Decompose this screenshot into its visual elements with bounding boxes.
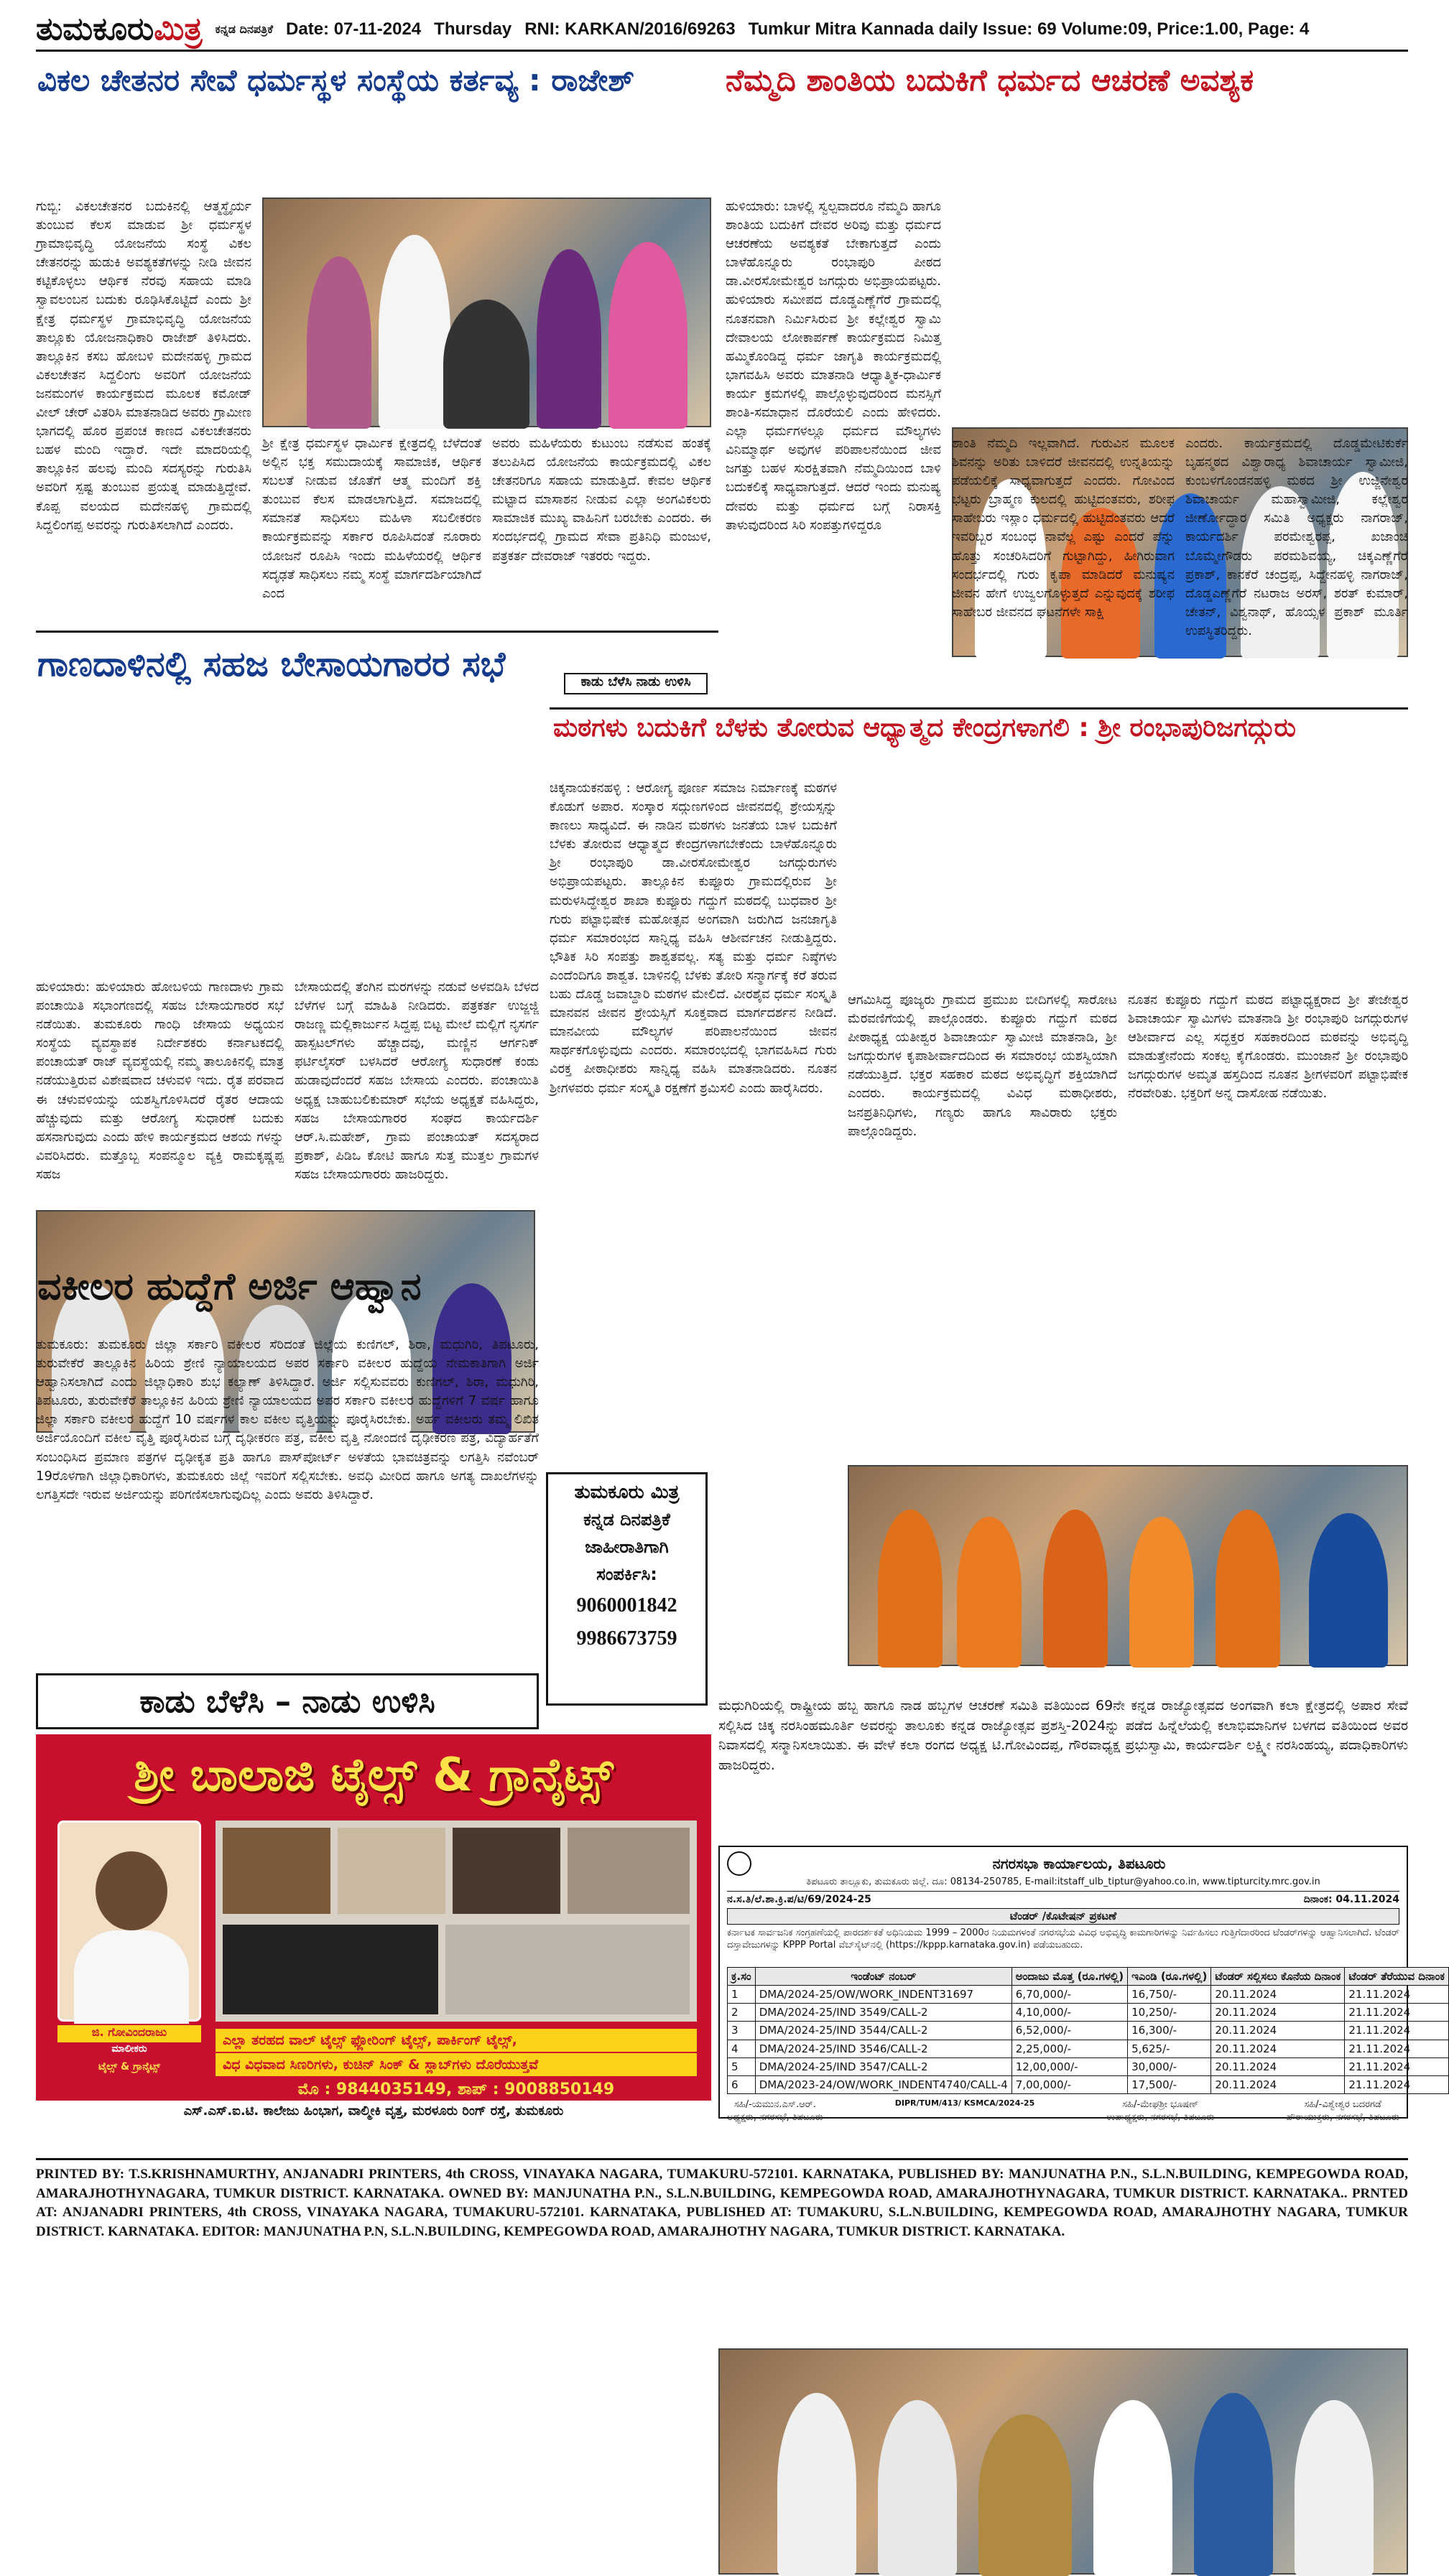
cell: 5 (728, 2057, 756, 2075)
signature-block (727, 2098, 823, 2124)
cell: 16,750/- (1128, 1985, 1211, 2003)
felicitation-photo (718, 2348, 1408, 2575)
table-row (728, 2076, 1449, 2094)
col-header: ಕ್ರ.ಸಂ (728, 1967, 756, 1985)
masthead (36, 9, 1408, 52)
contact-paper-name: ತುಮಕೂರು ಮಿತ್ರ (574, 1482, 680, 1503)
col-header: ಇಂಡೆಂಟ್ ನಂಬರ್ (755, 1967, 1011, 1985)
emblem-icon (727, 1851, 751, 1876)
table-row (728, 1985, 1449, 2003)
signature-role: ಪೌರಾಯುಕ್ತರು, ನಗರಸಭೆ, ತಿಪಟೂರು (1286, 2111, 1399, 2123)
cell: 20.11.2024 (1211, 2076, 1345, 2094)
signature-role: ಉಪಾಧ್ಯಕ್ಷರು, ನಗರಸಭೆ, ತಿಪಟೂರು (1106, 2111, 1215, 2123)
article1-body-col1: ಗುಬ್ಬಿ: ವಿಕಲಚೇತನರ ಬದುಕಿನಲ್ಲಿ ಆತ್ಮಸ್ಥೈರ್ಯ ತುಂಬುವ ಕೆಲಸ ಮಾಡುವ ಶ್ರೀ ಧರ್ಮಸ್ಥಳ ಗ್ರಾಮಾಭಿವೃದ್ಧಿ ಯೋಜನೆಯ ಸಂಸ್ಥೆ ವಿಕಲ ಚೇತನರನ್ನು ಹುಡುಕಿ ಅವಶ್ಯಕತೆಗಳನ್ನು ನೀಡಿ ಜೀವನ ಕಟ್ಟಿಕೊಳ್ಳಲು ಆರ್ಥಿಕ ನೆರವು ಸಹಾಯ ಮಾಡಿ ಸ್ವಾವಲಂಬನ ಬದುಕು ರೂಢಿಸಿಕೊಟ್ಟಿದೆ ಎಂದು ಶ್ರೀ ಕ್ಷೇತ್ರ ಧರ್ಮಸ್ಥಳ ಗ್ರಾಮಾಭಿವೃದ್ಧಿ ಯೋಜನೆಯ ತಾಲ್ಲೂಕು ಯೋಜನಾಧಿಕಾರಿ ರಾಜೇಶ್ ತಿಳಿಸಿದರು. ತಾಲ್ಲೂಕಿನ ಕಸಬ ಹೋಬಳಿ ಮದೇನಹಳ್ಳಿ ಗ್ರಾಮದ ವಿಕಲಚೇತನ ಸಿದ್ದಲಿಂಗು ಅವರಿಗೆ ಯೋಜನೆಯ ಜನಮಂಗಳ ಕಾರ್ಯಕ್ರಮದ ಮೂಲಕ ಕಮೋಡ್ ವೀಲ್ ಚೇರ್ ವಿತರಿಸಿ ಮಾತನಾಡಿದ ಅವರು ಗ್ರಾಮೀಣ ಭಾಗದಲ್ಲಿ ಹೊರ ಪ್ರಪಂಚ ಕಾಣದ ವಿಕಲಚೇತನರು ಬಹಳ ಮಂದಿ ಇದ್ದಾರೆ. ಇದೇ ಮಾದರಿಯಲ್ಲಿ ತಾಲ್ಲೂಕಿನ ಹಲವು ಮಂದಿ ಸದಸ್ಯರನ್ನು ಗುರುತಿಸಿ ಅವರಿಗೆ ಸ್ಪಷ್ಟ ತುಂಬುವ ಪ್ರಯತ್ನ ಮಾಡುತ್ತಿದ್ದೇವೆ. ಕೊಪ್ಪ ವಲಯದ ಮದೇನಹಳ್ಳಿ ಗ್ರಾಮದಲ್ಲಿ ಸಿದ್ದಲಿಂಗಪ್ಪ ಅವರನ್ನು ಗುರುತಿಸಲಾಗಿದೆ ಎಂದರು. (36, 199, 251, 533)
divider (36, 631, 718, 633)
advert-contact-box (546, 1472, 708, 1706)
article1-body-col3: ಅವರು ಮಹಿಳೆಯರು ಕುಟುಂಬ ನಡೆಸುವ ಹಂತಕ್ಕೆ ತಲುಪಿಸಿದ ಯೋಜನೆಯ ಕಾರ್ಯಕ್ರಮದಲ್ಲಿ ವಿಕಲ ಚೇತನರಿಗೂ ಸಹಾಯ ಮಾಡುತ್ತಿದೆ. ಕೇವಲ ಆರ್ಥಿಕ ಮಟ್ಟಾದ ಮಾಸಾಶನ ನೀಡುವ ಎಲ್ಲಾ ಅಂಗವಿಕಲರು ಸಾಮಾಜಿಕ ಮುಖ್ಯ ವಾಹಿನಿಗೆ ಬರಬೇಕು ಎಂದರು. ಈ ಸಂದರ್ಭದಲ್ಲಿ ಗ್ರಾಮದ ಸೇವಾ ಪ್ರತಿನಿಧಿ ಮಂಜುಳ, ಪತ್ರಕರ್ತ ದೇವರಾಜ್ ಇತರರು ಇದ್ದರು. (492, 436, 711, 564)
tender-date: ದಿನಾಂಕ: 04.11.2024 (1303, 1893, 1399, 1905)
imprint-footer: PRINTED BY: T.S.KRISHNAMURTHY, ANJANADRI PRINTERS, 4th CROSS, VINAYAKA NAGARA, TUMAKURU-572101. KARNATAKA, PUBLISHED BY: MANJUNATHA P.N., S.L.N.BUILDING, KEMPEGOWDA ROAD, AMARAJHOTHYNAGARA, TUMKUR DISTRICT. KARNATAKA. OWNED BY: MANJUNATHA P.N., S.L.N.BUILDING, KEMPEGOWDA ROAD, AMARAJHOTHYNAGARA, TUMKUR DISTRICT. KARNATAKA.. PRNTED AT: ANJANADRI PRINTERS, 4th CROSS, VINAYAKA NAGARA, TUMAKURU-572101. KARNATAKA, PUBLISHED AT: TUMAKURU, S.L.N.BUILDING, KEMPEGOWDA ROAD, AMARAJHOTHY NAGARA, TUMKUR DISTRICT. KARNATAKA. EDITOR: MANJUNATHA P.N, S.L.N.BUILDING, KEMPEGOWDA ROAD, AMARAJHOTHY NAGARA, TUMKUR DISTRICT. KARNATAKA. (36, 2167, 1408, 2239)
article2-body-col2: ಶಾಂತಿ ನೆಮ್ಮದಿ ಇಲ್ಲವಾಗಿದೆ. ಗುರುವಿನ ಮೂಲಕ ಶಿವನನ್ನು ಅರಿತು ಬಾಳಿದರೆ ಜೀವನದಲ್ಲಿ ಉನ್ನತಿಯನ್ನು ಪಡೆಯಲಿಕ್ಕೆ ಸಾಧ್ಯವಾಗುತ್ತದೆ ಎಂದರು. ಗೋವಿಂದ ಭಟ್ಟರು ಬ್ರಾಹ್ಮಣ ಕುಲದಲ್ಲಿ ಹುಟ್ಟಿದಂತವರು, ಶರೀಫ ಸಾಹೇಬರು ಇಸ್ಲಾಂ ಧರ್ಮದಲ್ಲಿ ಹುಟ್ಟಿದಂತವರು ಆದರೆ ಇವರಿಬ್ಬರ ಸಂಬಂಧ ನಾವೆಲ್ಲ ಎಷ್ಟು ಎಂದರೆ ಪೆನ್ನು ಹೊತ್ತು ಸಂಚರಿಸಿದರಿಗೆ ಗುಟ್ಟಾಗಿದ್ದು, ಹೀಗಿರುವಾಗ ಸಂದರ್ಭದಲ್ಲಿ ಗುರು ಕೃಪಾ ಮಾಡಿದರೆ ಮನುಷ್ಯನ ಜೀವನ ಹೇಗೆ ಉಜ್ವಲಗೊಳ್ಳುತ್ತದೆ ಎನ್ನುವುದಕ್ಕೆ ಶರೀಫ ಸಾಹೇಬರ ಜೀವನದ ಘಟನೆಗಳೇ ಸಾಕ್ಷಿ (952, 436, 1175, 620)
tender-notice-body: ಕರ್ನಾಟಕ ಸಾರ್ವಜನಿಕ ಸಂಗ್ರಹಣೆಯಲ್ಲಿ ಪಾರದರ್ಶಕತೆ ಅಧಿನಿಯಮ 1999 – 2000ರ ನಿಯಮಗಳಂತೆ ನಗರಸಭೆಯ ವಿವಿಧ ಅಭಿವೃದ್ಧಿ ಕಾಮಗಾರಿಗಳನ್ನು ನಿರ್ವಹಿಸಲು ಗುತ್ತಿಗೆದಾರರಿಂದ ಟೆಂಡರ್‌ಗಳನ್ನು ಆಹ್ವಾನಿಸಲಾಗಿದೆ. ಟೆಂಡರ್ ದಸ್ತಾವೇಜುಗಳನ್ನು KPPP Portal ವೆಬ್‌ಸೈಟ್‌ನಲ್ಲಿ (https://kppp.karnataka.gov.in) ಪಡೆಯಬಹುದು. (727, 1927, 1399, 1951)
cell: 4,10,000/- (1011, 2004, 1127, 2022)
tender-reference: ನ.ಸ.ತಿ/ಲೆ.ಶಾ.ಕ್ರಿ.ಪ/ಟಿ/69/2024-25 (727, 1893, 871, 1905)
cell: 2 (728, 2004, 756, 2022)
cell: 20.11.2024 (1211, 2040, 1345, 2057)
divider (550, 707, 1408, 710)
cell: DMA/2024-25/OW/WORK_INDENT31697 (755, 1985, 1011, 2003)
cell: 1 (728, 1985, 756, 2003)
divider (36, 2158, 1408, 2160)
contact-for-ads: ಜಾಹೀರಾತಿಗಾಗಿ (585, 1537, 669, 1557)
col-header: ಟೆಂಡರ್ ತೆರೆಯುವ ದಿನಾಂಕ (1345, 1967, 1449, 1985)
cell: 21.11.2024 (1345, 2004, 1449, 2022)
slogan-tag: ಕಾಡು ಬೆಳೆಸಿ ನಾಡು ಉಳಿಸಿ (564, 673, 708, 694)
cell: 4 (728, 2040, 756, 2057)
article5-photo-swamijis (848, 1465, 1408, 1666)
article5-body-col2: ಆಗಮಿಸಿದ್ದ ಪೂಜ್ಯರು ಗ್ರಾಮದ ಪ್ರಮುಖ ಬೀದಿಗಳಲ್ಲಿ ಸಾರೋಟ ಮೆರವಣಿಗೆಯಲ್ಲಿ ಪಾಲ್ಗೊಂಡರು. ಕುಪ್ಪೂರು ಗದ್ದುಗೆ ಮಠದ ಪೀಠಾಧ್ಯಕ್ಷ ಯತೀಶ್ವರ ಶಿವಾಚಾರ್ಯ ಸ್ವಾಮೀಜಿ ಮಾತನಾಡಿ, ಶ್ರೀ ಜಗದ್ಗುರುಗಳ ಕೃಪಾಶೀರ್ವಾದದಿಂದ ಈ ಸಮಾರಂಭ ಯಶಸ್ವಿಯಾಗಿ ನಡೆಯುತ್ತಿದೆ. ಭಕ್ತರ ಸಹಕಾರ ಮಠದ ಅಭಿವೃದ್ಧಿಗೆ ಶಕ್ತಿಯಾಗಿದೆ ಎಂದರು. ಕಾರ್ಯಕ್ರಮದಲ್ಲಿ ವಿವಿಧ ಮಠಾಧೀಶರು, ಜನಪ್ರತಿನಿಧಿಗಳು, ಗಣ್ಯರು ಹಾಗೂ ಸಾವಿರಾರು ಭಕ್ತರು ಪಾಲ್ಗೊಂಡಿದ್ದರು. (848, 992, 1117, 1139)
tender-table-header (728, 1967, 1449, 1985)
rni-number: RNI: KARKAN/2016/69263 (524, 19, 736, 39)
cell: 12,00,000/- (1011, 2057, 1127, 2075)
tender-table (727, 1967, 1449, 2095)
ad-products-line2: ವಿಧ ವಿಧವಾದ ಸಿಣರಿಗಳು, ಕುಚಿನ್ ಸಿಂಕ್ & ಸ್ಲಾಬ್‌ಗಳು ದೊರೆಯುತ್ತವೆ (216, 2053, 697, 2076)
owner-photo (57, 1821, 201, 2022)
ad-phone: ಮೊ : 9844035149, ಶಾಪ್ : 9008850149 (297, 2080, 615, 2098)
cell: 6 (728, 2076, 756, 2094)
cell: 21.11.2024 (1345, 2076, 1449, 2094)
cell: 10,250/- (1128, 2004, 1211, 2022)
article3-body-col2: ಬೇಸಾಯದಲ್ಲಿ ತೆಂಗಿನ ಮರಗಳನ್ನು ನಡುವೆ ಅಳವಡಿಸಿ ಬೆಳದ ಬೆಳೆಗಳ ಬಗ್ಗೆ ಮಾಹಿತಿ ನೀಡಿದರು. ಪತ್ರಕರ್ತ ಉಜ್ಜಜ್ಜಿ ರಾಜಣ್ಣ ಮಲ್ಲಿಕಾರ್ಜುನ ಸಿದ್ದಪ್ಪ ಬಿಟ್ಟ ಮೇಲೆ ಮಲ್ಲಿಗೆ ನೃಸರ್ಗ ಹಾಸ್ಪಟಲ್‌ಗಳು ಹೆಚ್ಚಾದವು, ಮಣ್ಣಿನ ಆರ್ಗನಿಕ್ ಫರ್ಟಿಲೈಸರ್ ಬಳಸಿದರೆ ಆರೋಗ್ಯ ಸುಧಾರಣೆ ಕಂಡು ಹುಡಾವುದೆಂದರೆ ಸಹಜ ಬೇಸಾಯ ಎಂದರು. ಪಂಚಾಯಿತಿ ಅಧ್ಯಕ್ಷ ಬಾಹುಬಲಿಕುಮಾರ್ ಸಭೆಯ ಅಧ್ಯಕ್ಷತೆ ವಹಿಸಿದ್ದರು, ಸಹಜ ಬೇಸಾಯಗಾರರ ಸಂಘದ ಕಾರ್ಯದರ್ಶಿ ಆರ್.ಸಿ.ಮಹೇಶ್, ಗ್ರಾಮ ಪಂಚಾಯತ್ ಸದಸ್ಯರಾದ ಪ್ರಕಾಶ್, ಪಿಡಿಒ ಕೋಟಿ ಹಾಗೂ ಸುತ್ತ ಮುತ್ತಲ ಗ್ರಾಮಗಳ ಸಹಜ ಬೇಸಾಯಗಾರರು ಹಾಜರಿದ್ದರು. (295, 980, 539, 1182)
article1-headline: ವಿಕಲ ಚೇತನರ ಸೇವೆ ಧರ್ಮಸ್ಥಳ ಸಂಸ್ಥೆಯ ಕರ್ತವ್ಯ : ರಾಜೇಶ್ (37, 62, 635, 98)
ad-address: ಎಸ್.ಎಸ್.ಐ.ಟಿ. ಕಾಲೇಜು ಹಿಂಭಾಗ, ವಾಲ್ಮೀಕಿ ವೃತ್ತ, ಮರಳೂರು ರಿಂಗ್ ರಸ್ತೆ, ತುಮಕೂರು (36, 2101, 711, 2122)
issue-day: Thursday (434, 19, 512, 39)
shop-tag: ಟೈಲ್ಸ್ & ಗ್ರಾನೈಟ್ಸ್ (98, 2061, 161, 2073)
cell: 21.11.2024 (1345, 2057, 1449, 2075)
tender-notice (718, 1846, 1445, 2123)
cell: 30,000/- (1128, 2057, 1211, 2075)
paper-info: Tumkur Mitra Kannada daily Issue: 69 Volume:09, Price:1.00, Page: 4 (748, 19, 1310, 39)
contact-phone-2: 9986673759 (576, 1627, 677, 1650)
tender-contact: ತಿಪಟೂರು ತಾಲ್ಲೂಕು, ತುಮಕೂರು ಜಿಲ್ಲೆ. ದೂ: 08134-250785, E-mail:itstaff_ulb_tiptur@yahoo.co.in, www.tipturcity.mrc.gov.in (806, 1877, 1320, 1887)
article4-headline: ವಕೀಲರ ಹುದ್ದೆಗೆ ಅರ್ಜಿ ಆಹ್ವಾನ (37, 1265, 422, 1308)
article2-body-col3: ಎಂದರು. ಕಾರ್ಯಕ್ರಮದಲ್ಲಿ ದೊಡ್ಡಮೇಟಿಕುರ್ಕೆ ಬೃಹನ್ಮಠದ ವಿಶ್ವಾರಾಧ್ಯ ಶಿವಾಚಾರ್ಯ ಸ್ವಾಮೀಜಿ, ಕುಂಬಳಗೊಂಡನಹಳ್ಳಿ ಮಠದ ಶ್ರೀ ಉಜ್ಜಿನೇಶ್ವರ ಶಿವಾಚಾರ್ಯ ಮಹಾಸ್ವಾಮೀಜಿ, ಕಲ್ಲೇಶ್ವರ ಜೀರ್ಣೋದ್ಧಾರ ಸಮಿತಿ ಅಧ್ಯಕ್ಷರು ನಾಗರಾಜ್, ಕಾರ್ಯದರ್ಶಿ ಪರಮೇಶ್ವರಪ್ಪ, ಖಜಾಂಚಿ ಬೊಮ್ಮೇಗೌಡರು ಪರಮಶಿವಯ್ಯ, ಚಿಕ್ಕಎಣ್ಣೆಗೆರೆ ಪ್ರಕಾಶ್, ಕಾನಕೆರೆ ಚಂದ್ರಪ್ಪ, ಸಿದ್ದೇನಹಳ್ಳಿ ನಾಗರಾಜ್, ದೊಡ್ಡಎಣ್ಣೆಗೆರೆ ನಟರಾಜ ಅರಸ್, ಶರತ್ ಕುಮಾರ್, ಚೇತನ್, ವಿಶ್ವನಾಥ್, ಹೊಯ್ಸಳ ಪ್ರಕಾಶ್ ಮೂರ್ತಿ ಉಪಸ್ಥಿತರಿದ್ದರು. (1185, 436, 1408, 638)
contact-phone-1: 9060001842 (576, 1594, 677, 1617)
col-header: ಇಎಂಡಿ (ರೂ.ಗಳಲ್ಲಿ) (1128, 1967, 1211, 1985)
cell: DMA/2024-25/IND 3544/CALL-2 (755, 2022, 1011, 2040)
cell: 6,70,000/- (1011, 1985, 1127, 2003)
article3-headline: ಗಾಣದಾಳಿನಲ್ಲಿ ಸಹಜ ಬೇಸಾಯಗಾರರ ಸಭೆ (37, 644, 506, 684)
cell: 3 (728, 2022, 756, 2040)
contact-label: ಸಂಪರ್ಕಿಸಿ: (596, 1564, 657, 1584)
owner-name: ಜಿ. ಗೋವಿಂದರಾಜು (57, 2025, 201, 2042)
cell: 20.11.2024 (1211, 1985, 1345, 2003)
signature-block (1286, 2098, 1399, 2124)
tagline: ಕನ್ನಡ ದಿನಪತ್ರಿಕೆ (215, 22, 274, 36)
ad-products-line1: ಎಲ್ಲಾ ತರಹದ ವಾಲ್ ಟೈಲ್ಸ್ ಫ್ಲೋರಿಂಗ್ ಟೈಲ್ಸ್, ಪಾರ್ಕಿಂಗ್ ಟೈಲ್ಸ್, (216, 2029, 697, 2052)
signature-name: ಸಹಿ/-ಯಮುನ.ಎಸ್.ಆರ್. (733, 2099, 816, 2111)
col-header: ಅಂದಾಜು ಮೊತ್ತ (ರೂ.ಗಳಲ್ಲಿ) (1011, 1967, 1127, 1985)
advertisement-balaji-tiles (36, 1734, 711, 2122)
cell: 6,52,000/- (1011, 2022, 1127, 2040)
cell: 7,00,000/- (1011, 2076, 1127, 2094)
issue-date: Date: 07-11-2024 (286, 19, 422, 39)
signature-name: ಸಹಿ/-ಮೇಘಶ್ರೀ ಭೂಷಣ್ (1122, 2099, 1199, 2111)
cell: DMA/2024-25/IND 3547/CALL-2 (755, 2057, 1011, 2075)
article5-headline: ಮಠಗಳು ಬದುಕಿಗೆ ಬೆಳಕು ತೋರುವ ಆಧ್ಯಾತ್ಮದ ಕೇಂದ್ರಗಳಾಗಲಿ : ಶ್ರೀ ರಂಭಾಪುರಿಜಗದ್ಗುರು (553, 713, 1296, 743)
cell: 21.11.2024 (1345, 2040, 1449, 2057)
dipr-code: DIPR/TUM/413/ KSMCA/2024-25 (894, 2098, 1035, 2108)
cell: DMA/2024-25/IND 3546/CALL-2 (755, 2040, 1011, 2057)
cell: 2,25,000/- (1011, 2040, 1127, 2057)
owner-role: ಮಾಲೀಕರು (111, 2043, 147, 2055)
article2-body-col1: ಹುಳಿಯಾರು: ಬಾಳಲ್ಲಿ ಸ್ವಲ್ಪವಾದರೂ ನೆಮ್ಮದಿ ಹಾಗೂ ಶಾಂತಿಯ ಬದುಕಿಗೆ ದೇವರ ಅರಿವು ಮತ್ತು ಧರ್ಮದ ಆಚರಣೆಯ ಅವಶ್ಯಕತೆ ಬೇಕಾಗುತ್ತದೆ ಎಂದು ಬಾಳೆಹೊನ್ನೂರು ರಂಭಾಪುರಿ ಪೀಠದ ಡಾ.ವೀರಸೋಮೇಶ್ವರ ಜಗದ್ಗುರು ಅಭಿಪ್ರಾಯಪಟ್ಟರು. ಹುಳಿಯಾರು ಸಮೀಪದ ದೊಡ್ಡಎಣ್ಣೆಗೆರೆ ಗ್ರಾಮದಲ್ಲಿ ನೂತನವಾಗಿ ನಿರ್ಮಿಸಿರುವ ಶ್ರೀ ಕಲ್ಲೇಶ್ವರ ಸ್ವಾಮಿ ದೇವಾಲಯ ಲೋಕಾರ್ಪಣೆ ಕಾರ್ಯಕ್ರಮದ ನಿಮಿತ್ತ ಹಮ್ಮಿಕೊಂಡಿದ್ದ ಧರ್ಮ ಜಾಗೃತಿ ಕಾರ್ಯಕ್ರಮದಲ್ಲಿ ಭಾಗವಹಿಸಿ ಅವರು ಮಾತನಾಡಿ ಆಧ್ಯಾತ್ಮಿಕ-ಧಾರ್ಮಿಕ ಕಾರ್ಯ ಕ್ರಮಗಳಲ್ಲಿ ಪಾಲ್ಗೊಳ್ಳುವುದರಿಂದ ಮನಸ್ಸಿಗೆ ಶಾಂತಿ-ಸಮಾಧಾನ ದೊರೆಯಲಿ ಎಂದು ಹೇಳಿದರು. ಎಲ್ಲಾ ಧರ್ಮಗಳಲ್ಲೂ ಧರ್ಮದ ಮೌಲ್ಯಗಳು ವಿನಿಮ್ಮಾರ್ಥ ಅವುಗಳ ಪರಿಪಾಲನೆಯಿಂದ ಜೀವ ಜಗತ್ತು ಬಹಳ ಸುರಕ್ಷಿತವಾಗಿ ನೆಮ್ಮದಿಯಿಂದ ಬಾಳಿ ಬದುಕಲಿಕ್ಕೆ ಸಾಧ್ಯವಾಗುತ್ತದೆ. ಆದರೆ ಇಂದು ಮನುಷ್ಯ ದೇವರು ಮತ್ತು ಧರ್ಮದ ಬಗ್ಗೆ ನಿರಾಸಕ್ತಿ ತಾಳುವುದರಿಂದ ಸಿರಿ ಸಂಪತ್ತುಗಳಿದ್ದರೂ (726, 199, 941, 533)
cell: 5,625/- (1128, 2040, 1211, 2057)
article5-body-col1: ಚಿಕ್ಕನಾಯಕನಹಳ್ಳಿ : ಆರೋಗ್ಯ ಪೂರ್ಣ ಸಮಾಜ ನಿರ್ಮಾಣಕ್ಕೆ ಮಠಗಳ ಕೊಡುಗೆ ಅಪಾರ. ಸಂಸ್ಕಾರ ಸದ್ಗುಣಗಳಿಂದ ಜೀವನದಲ್ಲಿ ಶ್ರೇಯಸ್ಸನ್ನು ಕಾಣಲು ಸಾಧ್ಯವಿದೆ. ಈ ನಾಡಿನ ಮಠಗಳು ಜನತೆಯ ಬಾಳ ಬದುಕಿಗೆ ಬೆಳಕು ತೋರುವ ಆಧ್ಯಾತ್ಮದ ಕೇಂದ್ರಗಳಾಗಬೇಕೆಂದು ಬಾಳೆಹೊನ್ನೂರು ಶ್ರೀ ರಂಭಾಪುರಿ ಡಾ.ವೀರಸೋಮೇಶ್ವರ ಜಗದ್ಗುರುಗಳು ಅಭಿಪ್ರಾಯಪಟ್ಟರು. ತಾಲ್ಲೂಕಿನ ಕುಪ್ಪೂರು ಗ್ರಾಮದಲ್ಲಿರುವ ಶ್ರೀ ಮರುಳಸಿದ್ಧೇಶ್ವರ ಶಾಖಾ ಕುಪ್ಪೂರು ಗದ್ದುಗೆ ಮಠದಲ್ಲಿ ಬುಧವಾರ ಶ್ರೀ ಗುರು ಪಟ್ಟಾಭಿಷೇಕ ಮಹೋತ್ಸವ ಅಂಗವಾಗಿ ಜರುಗಿದ ಜನಜಾಗೃತಿ ಧರ್ಮ ಸಮಾರಂಭದ ಸಾನ್ನಿಧ್ಯ ವಹಿಸಿ ಆಶೀರ್ವಚನ ನೀಡುತ್ತಿದ್ದರು. ಭೌತಿಕ ಸಿರಿ ಸಂಪತ್ತು ಶಾಶ್ವತವಲ್ಲ. ಸತ್ಯ ಮತ್ತು ಧರ್ಮ ನಿಷ್ಠೆಗಳು ಎಂದೆಂದಿಗೂ ಶಾಶ್ವತ. ಬಾಳಿನಲ್ಲಿ ಬೆಳಕು ತೋರಿ ಸನ್ಮಾರ್ಗಕ್ಕೆ ಕರೆ ತರುವ ಬಹು ದೊಡ್ಡ ಜವಾಬ್ದಾರಿ ಮಠಗಳ ಮೇಲಿದೆ. ವೀರಶೈವ ಧರ್ಮ ಸಂಸ್ಕೃತಿ ಮಾನವನ ಜೀವನ ಶ್ರೇಯಸ್ಸಿಗೆ ಸೂಕ್ತವಾದ ಮಾರ್ಗದರ್ಶನ ನೀಡಿದೆ. ಮಾನವೀಯ ಮೌಲ್ಯಗಳ ಪರಿಪಾಲನೆಯಿಂದ ಜೀವನ ಸಾರ್ಥಕಗೊಳ್ಳುವುದು ಎಂದರು. ಸಮಾರಂಭದಲ್ಲಿ ಭಾಗವಹಿಸಿದ ಗುರು ವಿರಕ್ತ ಪೀಠಾಧೀಶರು ಸಾನ್ನಿಧ್ಯ ವಹಿಸಿ ಮಾತನಾಡಿದರು. ನೂತನ ಶ್ರೀಗಳವರು ಧರ್ಮ ಸಂಸ್ಕೃತಿ ರಕ್ಷಣೆಗೆ ಶ್ರಮಿಸಲಿ ಎಂದು ಹಾರೈಸಿದರು. (550, 781, 837, 1096)
ad-title: ಶ್ರೀ ಬಾಲಾಜಿ ಟೈಲ್ಸ್ & ಗ್ರಾನೈಟ್ಸ್ (134, 1749, 614, 1802)
signature-name: ಸಹಿ/-ವಿಶ್ವೇಶ್ವರ ಬದರಗಡೆ (1304, 2099, 1381, 2111)
article1-photo (262, 197, 711, 427)
cell: DMA/2024-25/IND 3549/CALL-2 (755, 2004, 1011, 2022)
tender-notice-title: ಟೆಂಡರ್ /ಕೊಟೇಷನ್ ಪ್ರಕಟಣೆ (727, 1908, 1399, 1924)
cell: 17,500/- (1128, 2076, 1211, 2094)
cell: 16,300/- (1128, 2022, 1211, 2040)
article1-body-col2: ಶ್ರೀ ಕ್ಷೇತ್ರ ಧರ್ಮಸ್ಥಳ ಧಾರ್ಮಿಕ ಕ್ಷೇತ್ರದಲ್ಲಿ ಬೆಳೆದಂತೆ ಅಲ್ಲಿನ ಭಕ್ತ ಸಮುದಾಯಕ್ಕೆ ಸಾಮಾಜಿಕ, ಆರ್ಥಿಕ ಸಬಲತೆ ನೀಡುವ ಜೊತೆಗೆ ಆತ್ಮ ಮಂದಿಗೆ ಶಕ್ತಿ ತುಂಬುವ ಕೆಲಸ ಮಾಡಲಾಗುತ್ತಿದೆ. ಸಮಾಜದಲ್ಲಿ ಸಮಾನತೆ ಸಾಧಿಸಲು ಮಹಿಳಾ ಸಬಲೀಕರಣ ಕಾರ್ಯಕ್ರಮವನ್ನು ಸರ್ಕಾರ ರೂಪಿಸಿದಂತೆ ನೂರಾರು ಯೋಜನೆ ರೂಪಿಸಿ ಇಂದು ಮಹಿಳೆಯರಲ್ಲಿ ಆರ್ಥಿಕ ಸದೃಢತೆ ಸಾಧಿಸಲು ನಮ್ಮ ಸಂಸ್ಥೆ ಮಾರ್ಗದರ್ಶಿಯಾಗಿದೆ ಎಂದ (262, 436, 481, 601)
cell: 20.11.2024 (1211, 2057, 1345, 2075)
slogan-box: ಕಾಡು ಬೆಳೆಸಿ – ನಾಡು ಉಳಿಸಿ (36, 1673, 539, 1729)
tender-office: ನಗರಸಭಾ ಕಾರ್ಯಾಲಯ, ತಿಪಟೂರು (992, 1854, 1166, 1872)
contact-paper-type: ಕನ್ನಡ ದಿನಪತ್ರಿಕೆ (583, 1510, 670, 1530)
cell: 20.11.2024 (1211, 2022, 1345, 2040)
table-row (728, 2040, 1449, 2057)
logo-text-2: ಮಿತ್ರ (154, 11, 203, 47)
cell: DMA/2023-24/OW/WORK_INDENT4740/CALL-4 (755, 2076, 1011, 2094)
table-row (728, 2022, 1449, 2040)
felicitation-caption: ಮಧುಗಿರಿಯಲ್ಲಿ ರಾಷ್ಟ್ರೀಯ ಹಬ್ಬ ಹಾಗೂ ನಾಡ ಹಬ್ಬಗಳ ಆಚರಣೆ ಸಮಿತಿ ವತಿಯಿಂದ 69ನೇ ಕನ್ನಡ ರಾಜ್ಯೋತ್ಸವದ ಅಂಗವಾಗಿ ಕಲಾ ಕ್ಷೇತ್ರದಲ್ಲಿ ಅಪಾರ ಸೇವೆ ಸಲ್ಲಿಸಿದ ಚಿಕ್ಕ ನರಸಿಂಹಮೂರ್ತಿ ಅವರನ್ನು ತಾಲೂಕು ಕನ್ನಡ ರಾಜ್ಯೋತ್ಸವ ಪ್ರಶಸ್ತಿ-2024ನ್ನು ಪಡೆದ ಹಿನ್ನೆಲೆಯಲ್ಲಿ ಕಲಾಭಿಮಾನಿಗಳ ಬಳಗದ ವತಿಯಿಂದ ಅವರ ನಿವಾಸದಲ್ಲಿ ಸನ್ಮಾನಿಸಲಾಯಿತು. ಈ ವೇಳೆ ಕಲಾ ರಂಗದ ಅಧ್ಯಕ್ಷ ಟಿ.ಗೋವಿಂದಪ್ಪ, ಗೌರವಾಧ್ಯಕ್ಷ ಪ್ರಭುಸ್ವಾಮಿ, ಕಾರ್ಯದರ್ಶಿ ಲಕ್ಷ್ಮೀ ನರಸಿಂಹಯ್ಯ, ಪದಾಧಿಕಾರಿಗಳು ಹಾಜರಿದ್ದರು. (718, 1698, 1408, 1773)
article3-body-col1: ಹುಳಿಯಾರು: ಹುಳಿಯಾರು ಹೋಬಳಿಯ ಗಾಣದಾಳು ಗ್ರಾಮ ಪಂಚಾಯಿತಿ ಸಭಾಂಗಣದಲ್ಲಿ ಸಹಜ ಬೇಸಾಯಗಾರರ ಸಭೆ ನಡೆಯಿತು. ತುಮಕೂರು ಗಾಂಧಿ ಜೇಸಾಯ ಅಧ್ಯಯನ ಸಂಸ್ಥೆಯ ವ್ಯವಸ್ಥಾಪಕ ನಿರ್ದೇಶಕರು ಕರ್ನಾಟಕದಲ್ಲಿ ಪಂಚಾಯತ್ ರಾಜ್ ವ್ಯವಸ್ಥೆಯಲ್ಲಿ ನಮ್ಮ ತಾಲೂಕಿನಲ್ಲಿ ಮಾತ್ರ ನಡೆಯುತ್ತಿರುವ ವಿಶೇಷವಾದ ಚಳುವಳಿ ಇದು. ರೈತ ಪರವಾದ ಈ ಚಳುವಳಿಯನ್ನು ಯಶಸ್ವಿಗೊಳಿಸಿದರೆ ರೈತರ ಆದಾಯ ಹೆಚ್ಚುವುದು ಮತ್ತು ಆರೋಗ್ಯ ಸುಧಾರಣೆ ಬದುಕು ಹಸನಾಗುವುದು ಎಂದು ಹೇಳಿ ಕಾರ್ಯಕ್ರಮದ ಆಶಯ ಗಳನ್ನು ವಿವರಿಸಿದರು. ಮತ್ತೊಬ್ಬ ಸಂಪನ್ಮೂಲ ವ್ಯಕ್ತಿ ರಾಮಕೃಷ್ಣಪ್ಪ ಸಹಜ (36, 980, 284, 1182)
cell: 21.11.2024 (1345, 2022, 1449, 2040)
cell: 21.11.2024 (1345, 1985, 1449, 2003)
article5-body-col3: ನೂತನ ಕುಪ್ಪೂರು ಗದ್ದುಗೆ ಮಠದ ಪಟ್ಟಾಧ್ಯಕ್ಷರಾದ ಶ್ರೀ ತೇಜೇಶ್ವರ ಶಿವಾಚಾರ್ಯ ಸ್ವಾಮಿಗಳು ಮಾತನಾಡಿ ಶ್ರೀ ರಂಭಾಪುರಿ ಜಗದ್ಗುರುಗಳ ಆಶೀರ್ವಾದ ಎಲ್ಲ ಸದ್ಭಕ್ತರ ಸಹಕಾರದಿಂದ ಮಠವನ್ನು ಅಭಿವೃದ್ಧಿ ಮಾಡುತ್ತೇನೆಂದು ಸಂಕಲ್ಪ ಕೈಗೊಂಡರು. ಮುಂಜಾನೆ ಶ್ರೀ ರಂಭಾಪುರಿ ಜಗದ್ಗುರುಗಳ ಅಮೃತ ಹಸ್ತದಿಂದ ನೂತನ ಶ್ರೀಗಳವರಿಗೆ ಪಟ್ಟಾಭಿಷೇಕ ನೆರವೇರಿತು. ಭಕ್ತರಿಗೆ ಅನ್ನ ದಾಸೋಹ ನಡೆಯಿತು. (1128, 992, 1408, 1102)
table-row (728, 2004, 1449, 2022)
col-header: ಟೆಂಡರ್ ಸಲ್ಲಿಸಲು ಕೊನೆಯ ದಿನಾಂಕ (1211, 1967, 1345, 1985)
table-row (728, 2057, 1449, 2075)
article4-body: ತುಮಕೂರು: ತುಮಕೂರು ಜಿಲ್ಲಾ ಸರ್ಕಾರಿ ವಕೀಲರ ಸೆರಿದಂತೆ ಜಿಲ್ಲೆಯ ಕುಣಿಗಲ್, ಶಿರಾ, ಮಧುಗಿರಿ, ತಿಪಟೂರು, ತುರುವೇಕೆರೆ ತಾಲ್ಲೂಕಿನ ಹಿರಿಯ ಶ್ರೇಣಿ ನ್ಯಾಯಾಲಯದ ಅಪರ ಸರ್ಕಾರಿ ವಕೀಲರ ಹುದ್ದೆಯ ನೇಮಕಾತಿಗಾಗಿ ಅರ್ಜಿ ಆಹ್ವಾನಿಸಲಾಗಿದೆ ಎಂದು ಜಿಲ್ಲಾಧಿಕಾರಿ ಶುಭ ಕಲ್ಯಾಣ್ ತಿಳಿಸಿದ್ದಾರೆ. ಅರ್ಜಿ ಸಲ್ಲಿಸುವವರು ಕುಣಿಗಲ್, ಶಿರಾ, ಮಧುಗಿರಿ, ತಿಪಟೂರು, ತುರುವೇಕೆರೆ ತಾಲ್ಲೂಕಿನ ಹಿರಿಯ ಶ್ರೇಣಿ ನ್ಯಾಯಾಲಯದ ಅಪರ ಸರ್ಕಾರಿ ವಕೀಲರ ಹುದ್ದೆಗಳಿಗೆ 7 ವರ್ಷ ಹಾಗೂ ಜಿಲ್ಲಾ ಸರ್ಕಾರಿ ವಕೀಲರ ಹುದ್ದೆಗೆ 10 ವರ್ಷಗಳ ಕಾಲ ವಕೀಲ ವೃತ್ತಿಯನ್ನು ಪೂರೈಸಿರಬೇಕು. ಅರ್ಹ ವಕೀಲರು ತಮ್ಮ ಲಿಖಿತ ಅರ್ಜಿಯೊಂದಿಗೆ ವಕೀಲ ವೃತ್ತಿ ಪೂರೈಸಿರುವ ಬಗ್ಗೆ ದೃಢೀಕರಣ ಪತ್ರ, ವಕೀಲ ವೃತ್ತಿ ನೋಂದಣಿ ದೃಢೀಕರಣ ಪತ್ರ, ವಿದ್ಯಾರ್ಹತೆಗೆ ಸಂಬಂಧಿಸಿದ ಪ್ರಮಾಣ ಪತ್ರಗಳ ದೃಢೀಕೃತ ಪ್ರತಿ ಹಾಗೂ ಪಾಸ್‌ಪೋರ್ಟ್ ಅಳತೆಯ ಭಾವಚಿತ್ರವನ್ನು ಲಗತ್ತಿಸಿ ನವೆಂಬರ್ 19ರೊಳಗಾಗಿ ಜಿಲ್ಲಾಧಿಕಾರಿಗಳು, ತುಮಕೂರು ಜಿಲ್ಲೆ ಇವರಿಗೆ ಸಲ್ಲಿಸಬೇಕು. ಅವಧಿ ಮೀರಿದ ಹಾಗೂ ಅಗತ್ಯ ದಾಖಲೆಗಳನ್ನು ಲಗತ್ತಿಸದೇ ಇರುವ ಅರ್ಜಿಯನ್ನು ಪರಿಗಣಿಸಲಾಗುವುದಿಲ್ಲ ಎಂದು ಅವರು ತಿಳಿಸಿದ್ದಾರೆ. (36, 1337, 539, 1502)
newspaper-logo (36, 11, 203, 47)
signature-role: ಅಧ್ಯಕ್ಷರು, ನಗರಸಭೆ, ತಿಪಟೂರು (727, 2111, 823, 2123)
article2-headline: ನೆಮ್ಮದಿ ಶಾಂತಿಯ ಬದುಕಿಗೆ ಧರ್ಮದ ಆಚರಣೆ ಅವಶ್ಯಕ (726, 62, 1254, 98)
logo-text-1: ತುಮಕೂರು (36, 11, 154, 47)
signature-block (1106, 2098, 1214, 2124)
cell: 20.11.2024 (1211, 2004, 1345, 2022)
tiles-product-collage (216, 1821, 697, 2022)
